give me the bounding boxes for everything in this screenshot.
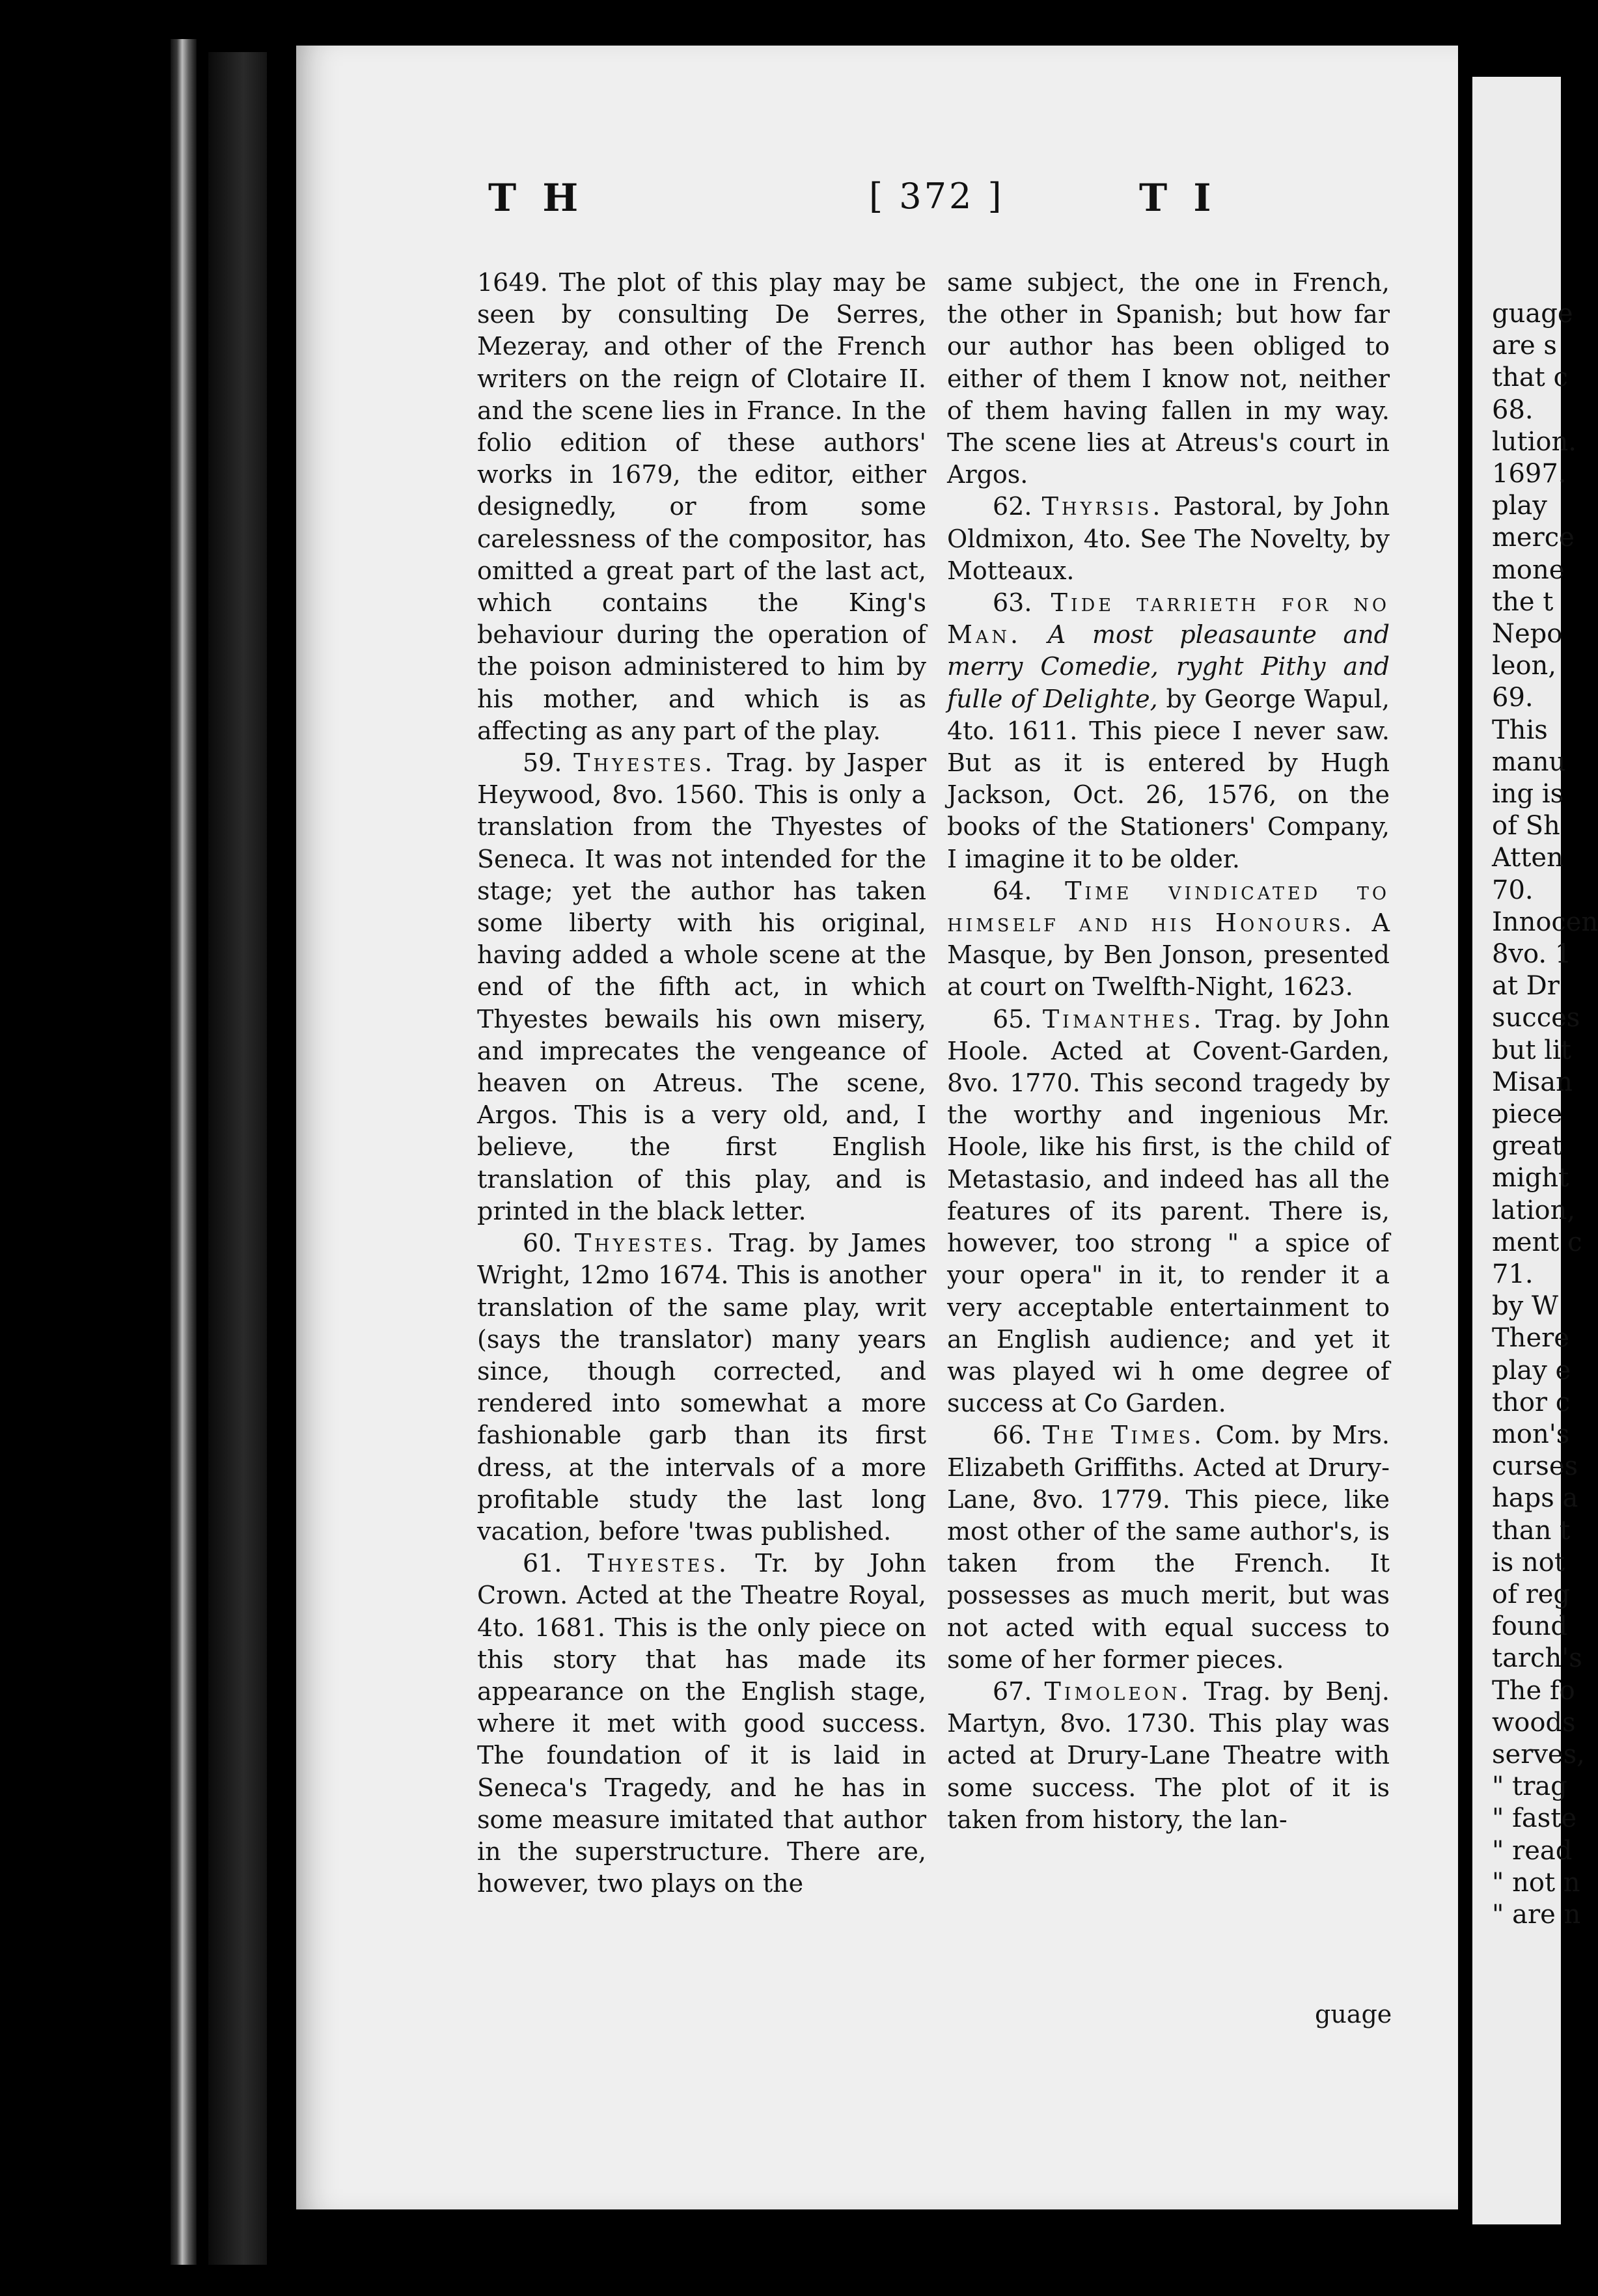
fragment-line: succes — [1492, 1003, 1580, 1033]
entry-subtitle: A most pleasaunte and merry Comedie, ryght Pithy and fulle of Delighte, — [947, 620, 1390, 713]
entry-text: by George Wapul, 4to. 1611. This piece I never saw. But as it is entered by Hugh Jackson, Oct. 26, 1576, on the books of the Stationers' Company, I imagine it to be older. — [947, 684, 1390, 873]
entry-title: Thyestes. — [573, 748, 716, 778]
fragment-line: " not n — [1492, 1867, 1580, 1898]
fragment-line: 68. — [1492, 394, 1534, 425]
page-372 — [296, 46, 1458, 2209]
entry-title: Timanthes. — [1042, 1004, 1205, 1033]
fragment-line: ment c — [1492, 1227, 1582, 1257]
fragment-line: found — [1492, 1611, 1568, 1642]
fragment-line: This — [1492, 715, 1548, 745]
fragment-line: great — [1492, 1131, 1563, 1162]
entry-number: 65. — [993, 1004, 1032, 1033]
entry-number: 64. — [993, 876, 1032, 905]
fragment-line: piece — [1492, 1099, 1563, 1129]
fragment-line: of reg — [1492, 1579, 1570, 1609]
fragment-line: are s — [1492, 331, 1557, 361]
fragment-line: lution. — [1492, 426, 1577, 457]
fragment-line: mone — [1492, 554, 1565, 585]
right-continuation: same subject, the one in French, the other in Spanish; but how far our author has been obliged to either of them I know not, neither of them having fallen in my way. The scene lies at Atreus's court in Argos. — [947, 268, 1390, 489]
fragment-line: play e — [1492, 1355, 1571, 1386]
entry-title: Thyestes. — [587, 1549, 730, 1578]
entry-number: 61. — [523, 1549, 562, 1578]
running-head-left: T H — [488, 176, 585, 220]
fragment-line: " trag — [1492, 1771, 1567, 1802]
book-gutter — [208, 52, 267, 2265]
fragment-line: that c — [1492, 362, 1568, 393]
fragment-line: at Dr — [1492, 971, 1560, 1002]
entry-65 — [947, 1004, 1390, 1420]
entry-title: Timoleon. — [1044, 1676, 1192, 1706]
entry-62 — [947, 491, 1390, 587]
fragment-line: ing is — [1492, 779, 1564, 809]
entry-number: 67. — [993, 1676, 1032, 1706]
entry-text: Pastoral, by John Oldmixon, 4to. See The Novelty, by Motteaux. — [947, 492, 1390, 585]
entry-title: Thyrsis. — [1041, 492, 1164, 521]
fragment-line: manu — [1492, 746, 1566, 777]
next-page-fragment — [1472, 77, 1598, 2224]
entry-number: 66. — [993, 1421, 1032, 1450]
fragment-line: of Sh — [1492, 811, 1560, 841]
fragment-line: thor c — [1492, 1387, 1571, 1417]
entry-61 — [477, 1548, 926, 1900]
entry-text: Com. by Mrs. Elizabeth Griffiths. Acted at Drury-Lane, 8vo. 1779. This piece, like most other of the same author's, is taken from the French. It possesses as much merit, but was not acted with equal success to some of her former pieces. — [947, 1421, 1390, 1674]
left-continuation: 1649. The plot of this play may be seen by consulting De Serres, Mezeray, and other of the French writers on the reign of Clotaire II. and the scene lies in France. In the folio edition of these authors' works in 1679, the editor, either designedly, or from some carelessness of the compositor, has omitted a great part of the last act, which contains the King's behaviour during the operation of the poison administered to him by his mother, and which is as affecting as any part of the play. — [477, 268, 926, 745]
fragment-line: " faste — [1492, 1803, 1577, 1834]
fragment-line: might — [1492, 1163, 1569, 1194]
catchword: guage — [1315, 2000, 1392, 2029]
entry-text: Trag. by James Wright, 12mo 1674. This is another translation of the same play, writ (says the translator) many years since, though corrected, and rendered into somewhat a more fashionable garb than its first dress, at the intervals of a more profitable study the last long vacation, before 'twas published. — [477, 1229, 926, 1546]
fragment-line: merce — [1492, 523, 1575, 553]
fragment-line: 69. — [1492, 683, 1534, 713]
fragment-line: Innocen — [1492, 907, 1598, 937]
fragment-line: " read — [1492, 1835, 1573, 1866]
fragment-line: mon's — [1492, 1419, 1570, 1449]
fragment-line: than t — [1492, 1515, 1571, 1546]
fragment-line: play — [1492, 491, 1547, 521]
fragment-line: serves, — [1492, 1740, 1585, 1770]
fragment-line: 71. — [1492, 1259, 1534, 1289]
entry-number: 62. — [993, 492, 1032, 521]
entry-text: Trag. by Jasper Heywood, 8vo. 1560. This is only a translation from the Thyestes of Seneca. It was not intended for the stage; yet the author has taken some liberty with his original, having added a whole scene at the end of the fifth act, in which Thyestes bewails his own misery, and imprecates the vengeance of heaven on Atreus. The scene, Argos. This is a very old, and, I believe, the first English translation of this play, and is printed in the black letter. — [477, 748, 926, 1225]
entry-text: Trag. by John Hoole. Acted at Covent-Garden, 8vo. 1770. This second tragedy by the worthy and ingenious Mr. Hoole, like his first, is the child of Metastasio, and indeed has all the features of its parent. There is, however, too strong " a spice of your opera" in it, to render it a very acceptable entertainment to an English audience; and yet it was played wi h ome degree of success at Co Garden. — [947, 1004, 1390, 1418]
right-column — [947, 267, 1390, 2193]
entry-text: A Masque, by Ben Jonson, presented at court on Twelfth-Night, 1623. — [947, 909, 1390, 1002]
fragment-line: haps a — [1492, 1483, 1578, 1514]
fragment-line: 1697. — [1492, 459, 1567, 489]
entry-64 — [947, 875, 1390, 1004]
running-head-right: T I — [1139, 176, 1218, 220]
fragment-line: The fo — [1492, 1675, 1575, 1706]
entry-text: Tr. by John Crown. Acted at the Theatre Royal, 4to. 1681. This is the only piece on this story that has made its appearance on the English stage, where it met with good success. The foundation of it is laid in Seneca's Tragedy, and he has in some measure imitated that author in the superstructure. There are, however, two plays on the — [477, 1549, 926, 1898]
entry-title: Time vindicated to himself and his Honours. — [947, 876, 1390, 938]
fragment-line: " are n — [1492, 1900, 1581, 1930]
entry-number: 63. — [993, 588, 1032, 618]
entry-59 — [477, 747, 926, 1227]
fragment-line: lation, — [1492, 1195, 1576, 1225]
entry-number: 59. — [523, 748, 562, 778]
entry-60 — [477, 1227, 926, 1548]
fragment-line: Nepo — [1492, 619, 1563, 649]
page-number: [ 372 ] — [869, 176, 1004, 217]
fragment-line: the t — [1492, 586, 1554, 617]
fragment-line: tarch's — [1492, 1643, 1582, 1674]
entry-title: Thyestes. — [574, 1229, 717, 1258]
fragment-line: Misan — [1492, 1067, 1573, 1097]
fragment-line: guage — [1492, 299, 1573, 329]
fragment-line: curses — [1492, 1451, 1578, 1482]
fragment-line: leon, — [1492, 651, 1557, 681]
entry-title: Tide tarrieth for no Man. — [947, 588, 1390, 649]
fragment-line: Atten — [1492, 843, 1564, 873]
fragment-line: but lit — [1492, 1035, 1571, 1065]
entry-title: The Times. — [1042, 1421, 1205, 1450]
fragment-line: by W — [1492, 1291, 1559, 1322]
book-spine-edge — [171, 39, 197, 2265]
entry-63 — [947, 587, 1390, 875]
fragment-line: is not — [1492, 1547, 1565, 1578]
left-column — [477, 267, 926, 2193]
entry-67 — [947, 1676, 1390, 1836]
fragment-line: 70. — [1492, 875, 1534, 905]
entry-66 — [947, 1419, 1390, 1676]
fragment-line: 8vo. 1 — [1492, 939, 1572, 969]
entry-number: 60. — [523, 1229, 562, 1258]
entry-text: Trag. by Benj. Martyn, 8vo. 1730. This play was acted at Drury-Lane Theatre with some success. The plot of it is taken from history, the lan- — [947, 1676, 1390, 1834]
fragment-line: woods — [1492, 1707, 1576, 1738]
fragment-line: There — [1492, 1323, 1569, 1354]
